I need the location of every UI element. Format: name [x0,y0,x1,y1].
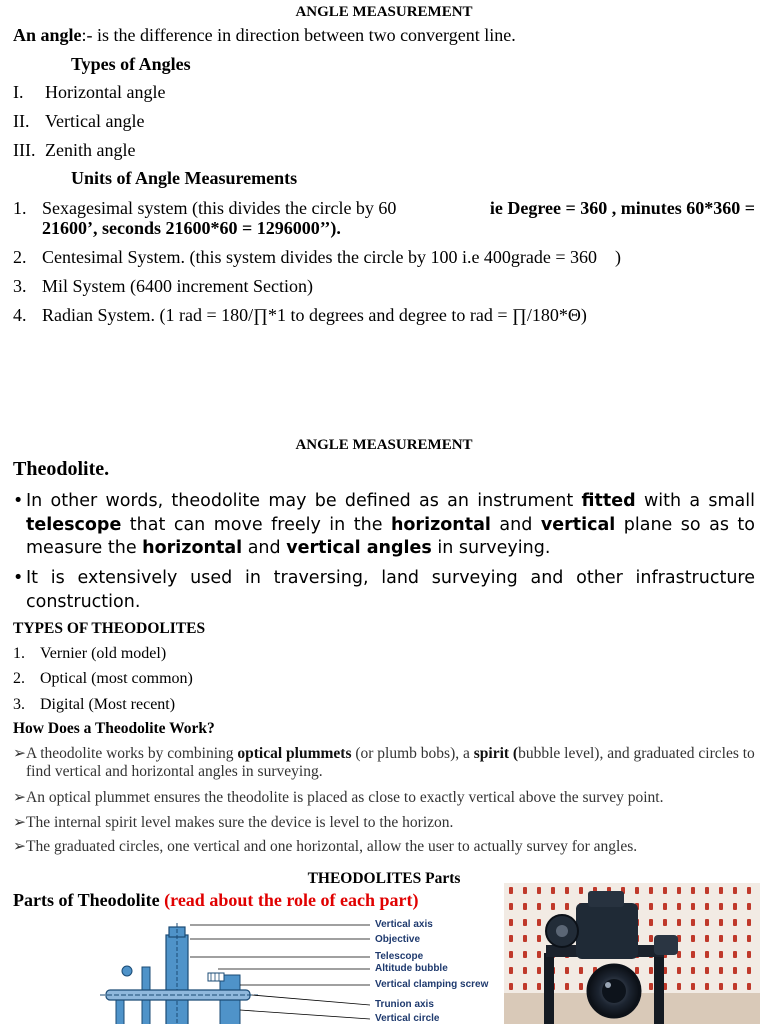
text-run: A theodolite works by combining [26,745,238,762]
list-number: III. [13,140,36,160]
list-text: Digital (Most recent) [40,696,176,713]
bullet-text [26,490,755,561]
theodolite-photo-drawing [504,883,760,1024]
text-run-bold: telescope [26,514,122,535]
text-run-bold: spirit ( [473,745,519,762]
types-of-angles-heading: Types of Angles [71,54,191,74]
how-item [13,838,755,856]
list-number: 3. [13,696,25,713]
parts-heading-note: (read about the role of each part) [164,890,419,910]
list-number: I. [13,82,24,102]
unit-text-c: 21600’, seconds 21600*60 = 1296000’’). [42,218,341,238]
list-text: Vertical angle [45,111,145,131]
text-run: In other words, theodolite may be defined as an instrument [26,491,582,511]
definition-term: An angle [13,25,82,45]
theodolite-bullet [13,567,755,614]
text-run: that can move freely in the [121,514,391,535]
text-run-bold: vertical [540,514,616,535]
unit-text-a: Sexagesimal system (this divides the circle by 60 [42,198,397,218]
angle-definition [13,25,758,45]
section3-title: THEODOLITES Parts [307,870,461,887]
list-number: 1. [13,645,25,662]
how-item-text: The internal spirit level makes sure the device is level to the horizon. [26,814,454,831]
theodolite-bullet [13,490,755,561]
types-of-theodolites-heading: TYPES OF THEODOLITES [13,620,206,637]
arrow-bullet-icon: ➢ [13,838,26,855]
arrow-bullet-icon: ➢ [13,814,26,831]
list-number: II. [13,111,30,131]
text-run: and [490,514,541,535]
units-heading: Units of Angle Measurements [71,168,298,188]
list-text: Horizontal angle [45,82,166,102]
diagram-label: Vertical axis [375,919,433,930]
unit-text-b: ie Degree = 360 , minutes 60*360 = [489,198,755,218]
text-run: bubble level), and graduated circles to find vertical and horizontal angles in surveying. [26,745,755,780]
how-item [13,789,755,807]
text-run: and [242,538,287,558]
definition-text: :- is the difference in direction between two convergent line. [81,25,516,45]
diagram-label: Objective [375,934,421,945]
text-run: in surveying. [431,538,551,558]
text-run-bold: optical plummets [237,745,352,762]
how-item-text: An optical plummet ensures the theodolite is placed as close to exactly vertical above the survey point. [26,789,664,806]
theodolite-parts-diagram [90,915,500,1024]
text-run-bold: fitted [581,491,636,511]
diagram-label: Telescope [375,951,424,962]
unit-text-line [42,198,755,218]
how-item-text [26,745,755,781]
theodolite-heading: Theodolite. [13,458,110,480]
text-run: (or plumb bobs), a [351,745,474,762]
diagram-label: Altitude bubble [375,963,448,974]
list-number: 4. [13,305,27,325]
how-item [13,814,755,832]
list-text: Optical (most common) [40,670,193,687]
bullet-text: It is extensively used in traversing, land surveying and other infrastructure construction. [26,568,755,612]
text-run-bold: vertical angles [286,538,432,558]
how-it-works-heading: How Does a Theodolite Work? [13,720,215,737]
list-number: 1. [13,198,27,218]
text-run: plane so as to measure the [26,514,755,558]
diagram-label: Vertical circle [375,1013,440,1024]
list-text: Vernier (old model) [40,645,167,662]
arrow-bullet-icon: ➢ [13,789,26,806]
list-text: Radian System. (1 rad = 180/∏*1 to degrees and degree to rad = ∏/180*Θ) [42,305,587,325]
parts-heading [13,890,418,911]
parts-heading-text: Parts of Theodolite [13,890,160,910]
diagram-label: Vertical clamping screw [375,979,489,990]
how-item-text: The graduated circles, one vertical and one horizontal, allow the user to actually survey for angles. [26,838,638,855]
how-item [13,745,755,781]
section2-title: ANGLE MEASUREMENT [295,437,473,453]
theodolite-photo [504,883,760,1024]
arrow-bullet-icon: ➢ [13,745,26,762]
list-text: Mil System (6400 increment Section) [42,276,313,296]
list-number: 2. [13,670,25,687]
list-number: 2. [13,247,27,267]
section1-title: ANGLE MEASUREMENT [295,4,473,20]
bullet-icon: • [13,491,24,511]
diagram-label: Trunion axis [375,999,434,1010]
list-text: Centesimal System. (this system divides the circle by 100 i.e 400grade = 360 ) [42,247,622,267]
text-run: with a small [635,491,755,511]
bullet-icon: • [13,568,24,588]
list-text: Zenith angle [45,140,136,160]
text-run-bold: horizontal [142,538,243,558]
list-number: 3. [13,276,27,296]
text-run-bold: horizontal [390,514,491,535]
